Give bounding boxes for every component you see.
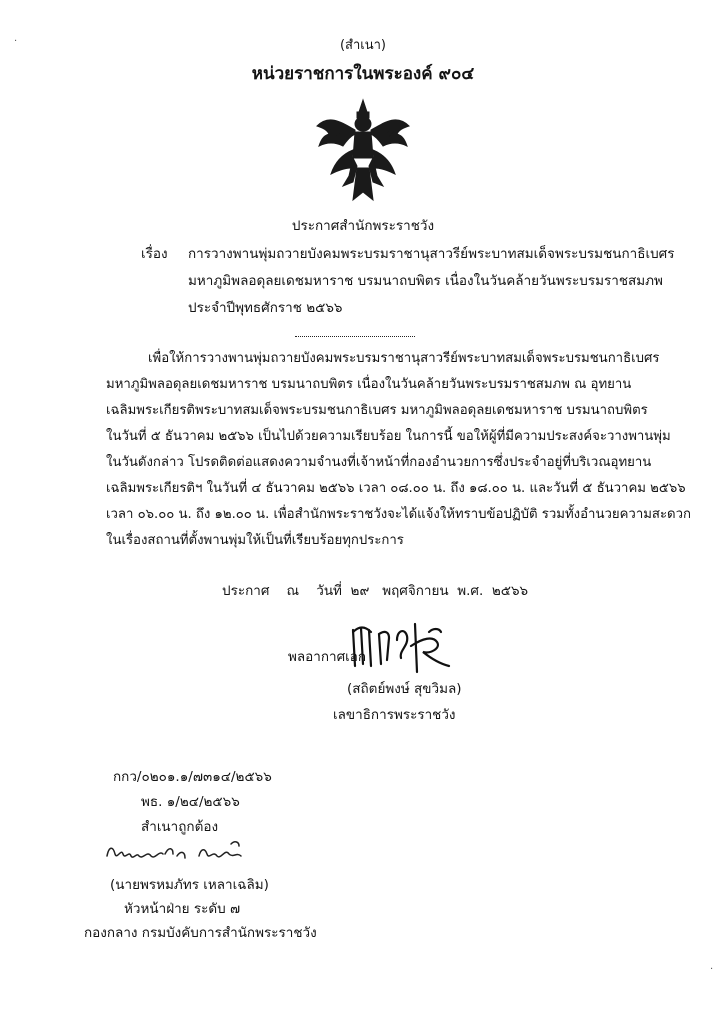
signatory-rank: พลอากาศเอก (288, 649, 367, 665)
certifier-position: หัวหน้าฝ่าย ระดับ ๗ (124, 901, 241, 917)
handwritten-signature-icon (103, 836, 253, 866)
subject-label: เรื่อง (141, 246, 168, 262)
body-line: ในเรื่องสถานที่ตั้งพานพุ่มให้เป็นที่เรียบร้อยทุกประการ (106, 533, 404, 548)
subject-line: การวางพานพุ่มถวายบังคมพระบรมราชานุสาวรีย์พระบาทสมเด็จพระบรมชนกาธิเบศร (188, 246, 675, 262)
subject-line: มหาภูมิพลอดุลยเดชมหาราช บรมนาถบพิตร เนื่องในวันคล้ายวันพระบรมราชสมภพ (188, 273, 663, 289)
body-line: เฉลิมพระเกียรติฯ ในวันที่ ๔ ธันวาคม ๒๕๖๖ เวลา ๐๘.๐๐ น. ถึง ๑๘.๐๐ น. และวันที่ ๕ ธันวาคม ๒๕๖๖ (106, 481, 686, 496)
certified-label: สำเนาถูกต้อง (141, 819, 219, 835)
separator-dotted-line (295, 336, 415, 337)
sub-number: พธ. ๑/๒๔/๒๕๖๖ (141, 794, 240, 810)
signatory-position: เลขาธิการพระราชวัง (333, 707, 456, 723)
document-number: กกว/๐๒๐๑.๑/๗๓๑๔/๒๕๖๖ (113, 769, 272, 785)
copy-label: (สำเนา) (339, 38, 386, 53)
body-line: เฉลิมพระเกียรติพระบาทสมเด็จพระบรมชนกาธิเบศร มหาภูมิพลอดุลยเดชมหาราช บรมนาถบพิตร (106, 403, 648, 418)
announcement-title: ประกาศสำนักพระราชวัง (291, 218, 435, 234)
body-line: เพื่อให้การวางพานพุ่มถวายบังคมพระบรมราชานุสาวรีย์พระบาทสมเด็จพระบรมชนกาธิเบศร (148, 351, 660, 366)
margin-mark: · (710, 964, 714, 975)
body-line: มหาภูมิพลอดุลยเดชมหาราช บรมนาถบพิตร เนื่องในวันคล้ายวันพระบรมราชสมภพ ณ อุทยาน (106, 377, 632, 392)
unit-title: หน่วยราชการในพระองค์ ๙๐๔ (251, 64, 475, 84)
signatory-name: (สถิตย์พงษ์ สุขวิมล) (347, 681, 462, 697)
body-line: เวลา ๐๖.๐๐ น. ถึง ๑๒.๐๐ น. เพื่อสำนักพระราชวังจะได้แจ้งให้ทราบข้อปฏิบัติ รวมทั้งอำนวยความสะดวก (106, 507, 692, 522)
body-line: ในวันที่ ๕ ธันวาคม ๒๕๖๖ เป็นไปด้วยความเรียบร้อย ในการนี้ ขอให้ผู้ที่มีความประสงค์จะวางพานพุ่ม (106, 429, 671, 444)
body-line: ในวันดังกล่าว โปรดติดต่อแสดงความจำนงที่เจ้าหน้าที่กองอำนวยการซึ่งประจำอยู่ที่บริเวณอุทยาน (106, 455, 652, 470)
margin-mark: · (14, 36, 18, 47)
garuda-emblem-icon (313, 96, 413, 206)
certifier-department: กองกลาง กรมบังคับการสำนักพระราชวัง (84, 925, 317, 941)
certifier-name: (นายพรหมภัทร เหลาเฉลิม) (110, 877, 269, 893)
given-date: ประกาศ ณ วันที่ ๒๙ พฤศจิกายน พ.ศ. ๒๕๖๖ (222, 583, 529, 599)
subject-line: ประจำปีพุทธศักราช ๒๕๖๖ (188, 300, 343, 316)
